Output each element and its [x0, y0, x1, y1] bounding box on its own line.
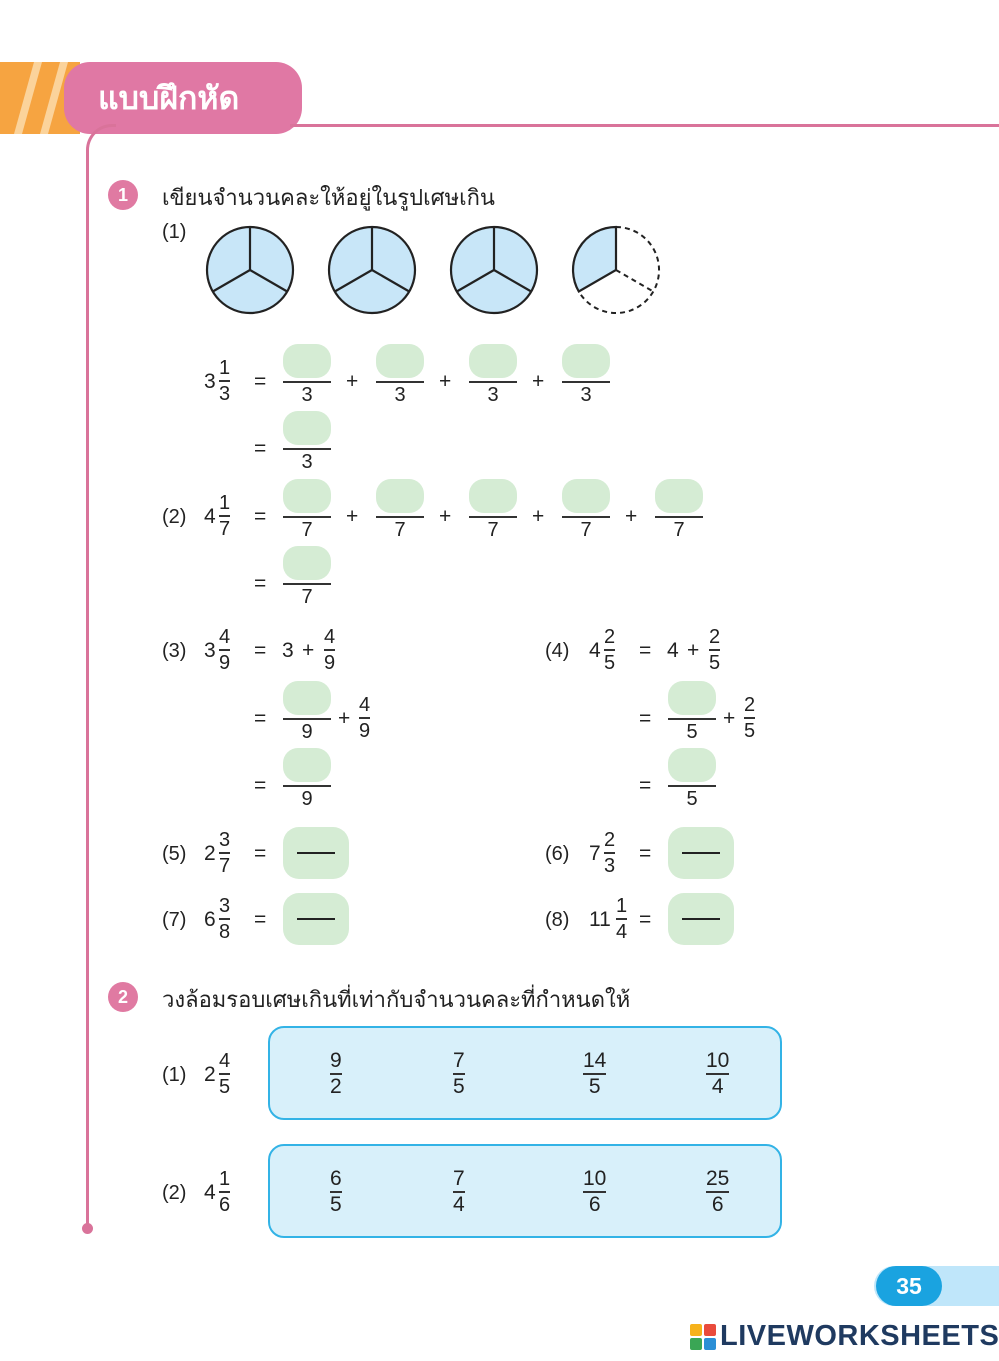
q2-p2-fraction — [219, 1168, 230, 1216]
q1-p2-result — [283, 546, 331, 609]
question-1-instruction: เขียนจำนวนคละให้อยู่ในรูปเศษเกิน — [162, 186, 495, 211]
circle-full-2 — [329, 227, 415, 313]
answer-input[interactable] — [283, 748, 331, 782]
q1-p5-label: (5) — [162, 843, 187, 865]
margin-dot — [82, 1223, 93, 1234]
q2-p1-label: (1) — [162, 1064, 187, 1086]
q1-p6-fraction — [604, 829, 615, 877]
q1-p4-fraction — [604, 626, 615, 674]
q1-p1-fraction — [219, 357, 230, 405]
q1-p2-answer-1 — [283, 479, 331, 542]
q1-p8-label: (8) — [545, 909, 570, 931]
equals-sign: = — [254, 572, 267, 595]
answer-input[interactable] — [283, 479, 331, 513]
numerator: 4 — [219, 626, 231, 648]
equals-sign: = — [254, 437, 267, 460]
q2-p2-choice-4[interactable] — [706, 1168, 729, 1216]
q1-p1-label: (1) — [162, 221, 187, 243]
answer-input[interactable] — [562, 479, 610, 513]
numerator: 2 — [709, 626, 721, 648]
equals-sign: = — [639, 639, 652, 662]
q1-p7-label: (7) — [162, 909, 187, 931]
q1-p4-sum-whole: 4 — [667, 639, 679, 662]
denominator: 7 — [394, 518, 406, 541]
q1-p4-result — [668, 748, 716, 811]
answer-input[interactable] — [283, 344, 331, 378]
q2-p1-whole: 2 — [204, 1063, 216, 1086]
plus-sign: + — [532, 370, 545, 393]
brand-text: LIVEWORKSHEETS — [720, 1320, 999, 1352]
denominator: 6 — [711, 1192, 724, 1216]
q1-p8-fraction — [616, 895, 627, 943]
denominator: 7 — [301, 585, 313, 608]
numerator: 6 — [330, 1167, 342, 1190]
numerator: 10 — [583, 1167, 607, 1190]
denominator: 6 — [219, 1193, 231, 1216]
denominator: 4 — [616, 920, 628, 943]
plus-sign: + — [687, 639, 700, 662]
numerator: 4 — [359, 694, 371, 716]
plus-sign: + — [338, 707, 351, 730]
answer-input[interactable] — [376, 344, 424, 378]
denominator: 3 — [580, 383, 592, 406]
q1-p1-answer-1 — [283, 344, 331, 407]
denominator: 7 — [219, 517, 231, 540]
answer-input[interactable] — [655, 479, 703, 513]
plus-sign: + — [439, 505, 452, 528]
circle-full-1 — [207, 227, 293, 313]
equals-sign: = — [254, 370, 267, 393]
q1-p1-answer-2 — [376, 344, 424, 407]
q1-p3-whole: 3 — [204, 639, 216, 662]
q2-p1-choice-4[interactable] — [706, 1050, 729, 1098]
q1-p3-label: (3) — [162, 640, 187, 662]
answer-input[interactable] — [376, 479, 424, 513]
q1-p6-whole: 7 — [589, 842, 601, 865]
q1-p4-whole: 4 — [589, 639, 601, 662]
denominator: 3 — [219, 382, 231, 405]
q1-p1-whole: 3 — [204, 370, 216, 393]
denominator: 3 — [301, 450, 313, 473]
equals-sign: = — [254, 908, 267, 931]
header-rule — [290, 124, 999, 127]
plus-sign: + — [439, 370, 452, 393]
equals-sign: = — [254, 707, 267, 730]
equals-sign: = — [639, 908, 652, 931]
q1-p5-whole: 2 — [204, 842, 216, 865]
numerator: 1 — [219, 357, 231, 379]
denominator: 5 — [453, 1074, 465, 1098]
q1-p4-label: (4) — [545, 640, 570, 662]
denominator: 5 — [744, 719, 756, 742]
plus-sign: + — [346, 505, 359, 528]
denominator: 4 — [711, 1074, 724, 1098]
q1-p3-sum-fraction — [324, 626, 335, 674]
numerator: 1 — [219, 1168, 231, 1190]
q1-p8-answer-input[interactable] — [668, 893, 734, 945]
numerator: 25 — [706, 1167, 730, 1190]
plus-sign: + — [532, 505, 545, 528]
denominator: 5 — [686, 720, 698, 743]
denominator: 7 — [301, 518, 313, 541]
answer-input[interactable] — [283, 681, 331, 715]
q1-p7-answer-input[interactable] — [283, 893, 349, 945]
q1-p1-answer-3 — [469, 344, 517, 407]
answer-input[interactable] — [283, 546, 331, 580]
circle-one-third — [573, 227, 659, 313]
numerator: 4 — [324, 626, 336, 648]
q1-p8-whole: 11 — [589, 908, 611, 931]
numerator: 9 — [330, 1049, 342, 1072]
q1-p3-result — [283, 748, 331, 811]
question-1-badge: 1 — [108, 180, 138, 210]
question-2-badge: 2 — [108, 982, 138, 1012]
numerator: 1 — [616, 895, 628, 917]
q2-p1-choice-2[interactable] — [453, 1050, 465, 1098]
q1-p5-answer-input[interactable] — [283, 827, 349, 879]
q2-p1-choice-1[interactable] — [330, 1050, 342, 1098]
q2-p1-choices-box — [268, 1026, 782, 1120]
liveworksheets-logo-icon — [690, 1324, 716, 1350]
equals-sign: = — [254, 842, 267, 865]
equals-sign: = — [254, 639, 267, 662]
q2-p2-label: (2) — [162, 1182, 187, 1204]
denominator: 5 — [219, 1075, 231, 1098]
page-title: แบบฝึกหัด — [64, 62, 302, 134]
q2-p2-choice-3[interactable] — [583, 1168, 606, 1216]
numerator: 1 — [219, 492, 231, 514]
q1-p3-answer — [283, 681, 331, 744]
q1-p4-line2-fraction — [744, 694, 755, 742]
denominator: 7 — [580, 518, 592, 541]
denominator: 5 — [686, 787, 698, 810]
denominator: 4 — [453, 1192, 465, 1216]
q1-p2-answer-5 — [655, 479, 703, 542]
denominator: 7 — [219, 854, 231, 877]
plus-sign: + — [346, 370, 359, 393]
q1-p3-line2-fraction — [359, 694, 370, 742]
denominator: 5 — [588, 1074, 601, 1098]
q1-p7-fraction — [219, 895, 230, 943]
denominator: 5 — [330, 1192, 342, 1216]
q1-p3-sum-whole: 3 — [282, 639, 294, 662]
denominator: 5 — [604, 651, 616, 674]
denominator: 3 — [394, 383, 406, 406]
q1-p6-answer-input[interactable] — [668, 827, 734, 879]
q1-p3-fraction — [219, 626, 230, 674]
q1-p2-fraction — [219, 492, 230, 540]
denominator: 2 — [330, 1074, 342, 1098]
page-number: 35 — [876, 1266, 942, 1306]
numerator: 2 — [604, 626, 616, 648]
plus-sign: + — [302, 639, 315, 662]
q1-p1-result — [283, 411, 331, 474]
margin-rule — [86, 150, 89, 1228]
denominator: 8 — [219, 920, 231, 943]
denominator: 9 — [324, 651, 336, 674]
answer-input[interactable] — [469, 479, 517, 513]
q2-p2-whole: 4 — [204, 1181, 216, 1204]
numerator: 3 — [219, 829, 231, 851]
denominator: 9 — [359, 719, 371, 742]
q1-p2-whole: 4 — [204, 505, 216, 528]
q2-p2-choices-box — [268, 1144, 782, 1238]
denominator: 9 — [301, 787, 313, 810]
numerator: 2 — [744, 694, 756, 716]
q1-p7-whole: 6 — [204, 908, 216, 931]
answer-input[interactable] — [469, 344, 517, 378]
equals-sign: = — [639, 774, 652, 797]
q1-p1-answer-4 — [562, 344, 610, 407]
answer-input[interactable] — [562, 344, 610, 378]
denominator: 7 — [487, 518, 499, 541]
q2-p2-choice-1[interactable] — [330, 1168, 342, 1216]
q1-p5-fraction — [219, 829, 230, 877]
numerator: 4 — [219, 1050, 231, 1072]
equals-sign: = — [639, 707, 652, 730]
equals-sign: = — [254, 774, 267, 797]
denominator: 9 — [301, 720, 313, 743]
denominator: 3 — [487, 383, 499, 406]
q1-p4-sum-fraction — [709, 626, 720, 674]
answer-input[interactable] — [668, 681, 716, 715]
numerator: 7 — [453, 1167, 465, 1190]
numerator: 14 — [583, 1049, 607, 1072]
equals-sign: = — [254, 505, 267, 528]
q1-p6-label: (6) — [545, 843, 570, 865]
q1-p2-answer-3 — [469, 479, 517, 542]
answer-input[interactable] — [283, 411, 331, 445]
q1-p2-answer-2 — [376, 479, 424, 542]
denominator: 6 — [588, 1192, 601, 1216]
denominator: 5 — [709, 651, 721, 674]
fraction-circles-figure — [200, 220, 670, 320]
numerator: 10 — [706, 1049, 730, 1072]
liveworksheets-brand — [690, 1320, 999, 1353]
denominator: 3 — [604, 854, 616, 877]
plus-sign: + — [723, 707, 736, 730]
q1-p2-answer-4 — [562, 479, 610, 542]
numerator: 7 — [453, 1049, 465, 1072]
answer-input[interactable] — [668, 748, 716, 782]
q2-p1-choice-3[interactable] — [583, 1050, 606, 1098]
question-2-instruction: วงล้อมรอบเศษเกินที่เท่ากับจำนวนคละที่กำหนดให้ — [162, 988, 631, 1013]
denominator: 9 — [219, 651, 231, 674]
q2-p1-fraction — [219, 1050, 230, 1098]
denominator: 3 — [301, 383, 313, 406]
q2-p2-choice-2[interactable] — [453, 1168, 465, 1216]
q1-p4-answer — [668, 681, 716, 744]
equals-sign: = — [639, 842, 652, 865]
plus-sign: + — [625, 505, 638, 528]
numerator: 3 — [219, 895, 231, 917]
q1-p2-label: (2) — [162, 506, 187, 528]
denominator: 7 — [673, 518, 685, 541]
circle-full-3 — [451, 227, 537, 313]
numerator: 2 — [604, 829, 616, 851]
